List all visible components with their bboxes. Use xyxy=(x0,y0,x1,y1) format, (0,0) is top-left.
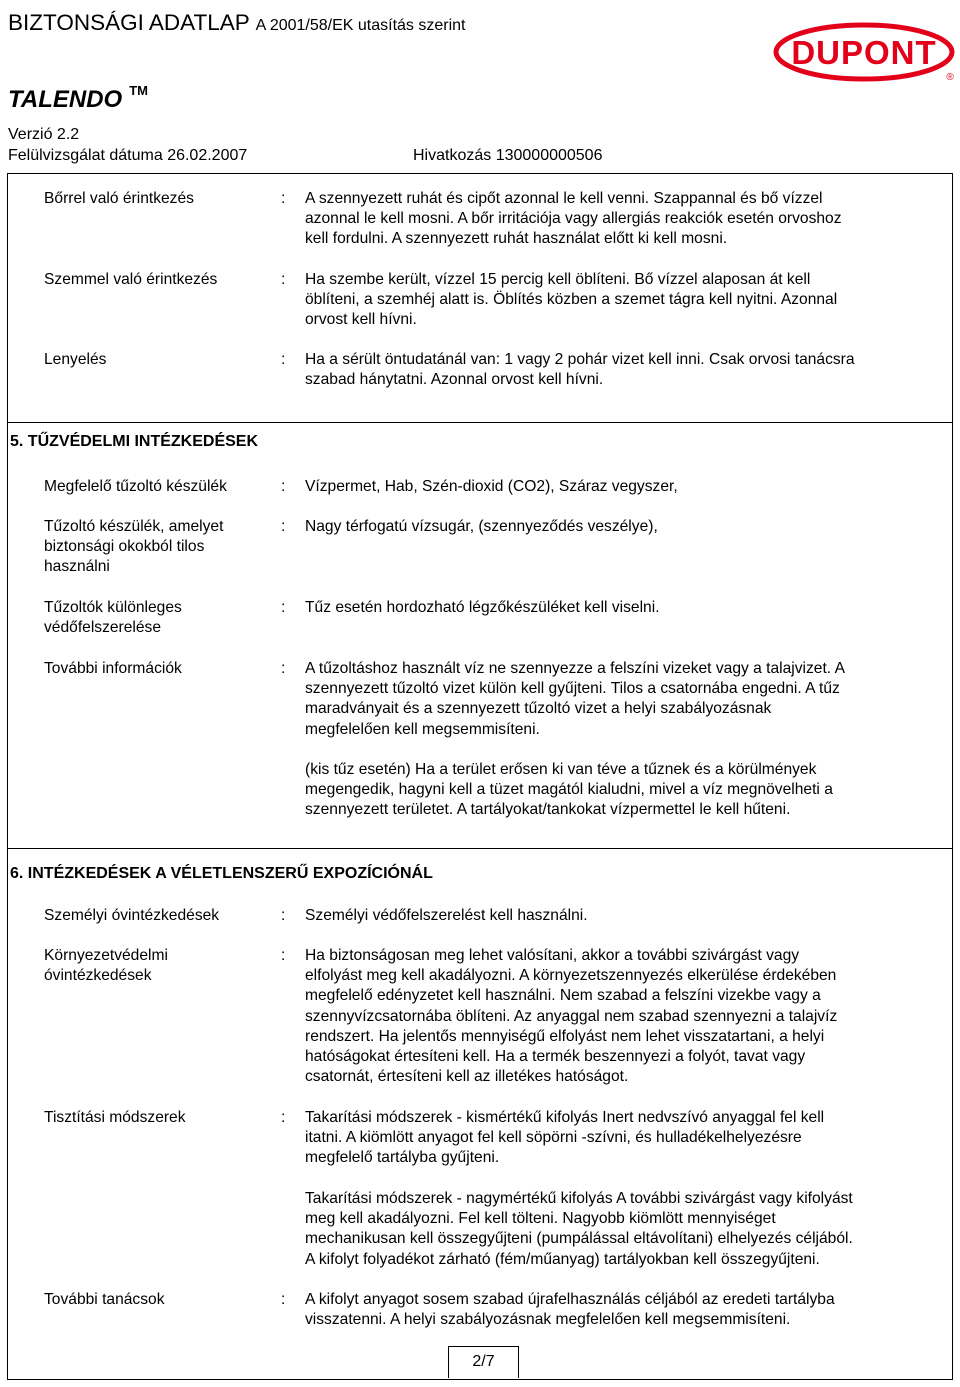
firefighter-ppe-label xyxy=(44,598,269,638)
text-line: (kis tűz esetén) Ha a terület erősen ki van téve a tűznek és a körülmények xyxy=(305,761,817,778)
logo-text: DUPONT xyxy=(791,34,937,71)
regulation-text: A 2001/58/EK utasítás szerint xyxy=(255,17,466,34)
text-line: visszatenni. A helyi szabályozásnak megfelelően kell megsemmisíteni. xyxy=(305,1311,791,1329)
label-line: Tűzoltók különleges xyxy=(44,599,182,616)
text-line: megengedik, hagyni kell a tüzet magától kialudni, mivel a víz megnövelheti a xyxy=(305,781,833,799)
text-line: megfelelő tartályba gyűjteni. xyxy=(305,1149,500,1167)
cleaning-methods-large-text xyxy=(305,1189,930,1270)
additional-advice-label: További tanácsok xyxy=(44,1291,165,1308)
text-line: Ha a sérült öntudatánál van: 1 vagy 2 pohár vizet kell inni. Csak orvosi tanácsra xyxy=(305,351,855,368)
environmental-precautions-text xyxy=(305,946,930,1087)
text-line: öblíteni, a szemhéj alatt is. Öblítés közben a szemet tágra kell nyitni. Azonnal xyxy=(305,291,838,309)
section-5-heading: 5. TŰZVÉDELMI INTÉZKEDÉSEK xyxy=(10,433,259,450)
text-line: csatornát, értesíteni kell az illetékes hatóságot. xyxy=(305,1068,629,1086)
colon: : xyxy=(281,1109,286,1126)
personal-precautions-text: Személyi védőfelszerelést kell használni. xyxy=(305,907,588,924)
colon: : xyxy=(281,478,286,495)
text-line: meg kell akadályozni. Fel kell tölteni. Nagyobb kiömlött mennyiséget xyxy=(305,1210,776,1228)
dupont-logo xyxy=(772,22,957,82)
colon: : xyxy=(281,947,286,964)
firefighter-ppe-text: Tűz esetén hordozható légzőkészüléket kell viselni. xyxy=(305,599,660,616)
section-6-heading: 6. INTÉZKEDÉSEK A VÉLETLENSZERŰ EXPOZÍCIÓNÁL xyxy=(10,865,433,882)
text-line: Ha biztonságosan meg lehet valósítani, akkor a további szivárgást vagy xyxy=(305,947,800,964)
text-line: A kifolyt anyagot sosem szabad újrafelhasználás céljából az eredeti tartályba xyxy=(305,1291,835,1308)
logo-registered-mark: ® xyxy=(946,72,954,82)
text-line: A tűzoltáshoz használt víz ne szennyezze a felszíni vizeket vagy a talajvizet. A xyxy=(305,660,846,677)
eye-contact-label: Szemmel való érintkezés xyxy=(44,271,218,288)
label-line: védőfelszerelése xyxy=(44,619,162,637)
ingestion-text xyxy=(305,350,930,390)
unsuitable-media-label xyxy=(44,517,269,578)
skin-contact-text xyxy=(305,189,930,250)
text-line: szabad hánytatni. Azonnal orvost kell hívni. xyxy=(305,371,604,389)
text-line: megfelelő edényzetet kell használni. Nem szabad a felszíni vizekbe vagy a xyxy=(305,987,821,1005)
text-line: megfelelően kell megsemmisíteni. xyxy=(305,720,540,738)
text-line: Ha szembe került, vízzel 15 percig kell öblíteni. Bő vízzel alaposan át kell xyxy=(305,271,811,288)
cleaning-methods-label: Tisztítási módszerek xyxy=(44,1109,186,1126)
text-line: szennyezett területet. A tartályokat/tankokat vízpermettel le kell hűteni. xyxy=(305,801,791,819)
colon: : xyxy=(281,660,286,677)
further-info-text xyxy=(305,659,930,740)
colon: : xyxy=(281,271,286,288)
skin-contact-label: Bőrrel való érintkezés xyxy=(44,190,194,207)
label-line: használni xyxy=(44,558,110,576)
text-line: elfolyást meg kell akadályozni. A környezetszennyezés elkerülése érdekében xyxy=(305,967,837,985)
doc-title-text: BIZTONSÁGI ADATLAP xyxy=(8,10,250,35)
extinguishing-media-text: Vízpermet, Hab, Szén-dioxid (CO2), Száraz vegyszer, xyxy=(305,478,678,495)
text-line: itatni. A kiömlött anyagot fel kell söpörni -szívni, és hulladékelhelyezésre xyxy=(305,1129,802,1147)
text-line: kell fordulni. A szennyezett ruhát használat előtt ki kell mosni. xyxy=(305,230,728,248)
colon: : xyxy=(281,190,286,207)
label-line: Környezetvédelmi xyxy=(44,947,168,964)
colon: : xyxy=(281,351,286,368)
page-number: 2/7 xyxy=(448,1346,519,1378)
further-info-label: További információk xyxy=(44,660,182,677)
colon: : xyxy=(281,907,286,924)
text-line: szennyezett tűzoltó vizet külön kell gyűjteni. Tilos a csatornába engedni. A tűz xyxy=(305,680,840,698)
colon: : xyxy=(281,518,286,535)
environmental-precautions-label xyxy=(44,946,269,986)
text-line: Takarítási módszerek - kismértékű kifolyás Inert nedvszívó anyaggal fel kell xyxy=(305,1109,825,1126)
text-line: hatóságokat értesíteni kell. Ha a termék beszennyezi a folyót, tavat vagy xyxy=(305,1048,806,1066)
eye-contact-text xyxy=(305,270,930,331)
review-date: Felülvizsgálat dátuma 26.02.2007 xyxy=(8,147,248,164)
colon: : xyxy=(281,1291,286,1308)
text-line: Takarítási módszerek - nagymértékű kifolyás A további szivárgást vagy kifolyást xyxy=(305,1190,853,1207)
text-line: szennyvízcsatornába öblíteni. Az anyaggal nem szabad szennyezni a talajvíz xyxy=(305,1007,838,1025)
text-line: A kifolyt folyadékot zárható (fém/műanyag) tartályokban kell összegyűjteni. xyxy=(305,1250,820,1268)
label-line: biztonsági okokból tilos xyxy=(44,538,205,556)
personal-precautions-label: Személyi óvintézkedések xyxy=(44,907,220,924)
colon: : xyxy=(281,599,286,616)
unsuitable-media-text: Nagy térfogatú vízsugár, (szennyeződés veszélye), xyxy=(305,518,658,535)
text-line: mechanikusan kell összegyűjteni (pumpálással eltávolítani) elhelyezés céljából. xyxy=(305,1230,853,1248)
extinguishing-media-label: Megfelelő tűzoltó készülék xyxy=(44,478,227,495)
cleaning-methods-small-text xyxy=(305,1108,930,1169)
version: Verzió 2.2 xyxy=(8,126,80,143)
text-line: A szennyezett ruhát és cipőt azonnal le kell venni. Szappannal és bő vízzel xyxy=(305,190,823,207)
ingestion-label: Lenyelés xyxy=(44,351,107,368)
document-title xyxy=(8,10,466,36)
text-line: rendszert. Ha jelentős mennyiségű elfolyást nem lehet visszatartani, a helyi xyxy=(305,1027,825,1045)
text-line: azonnal le kell mosni. A bőr irritációja vagy allergiás reakciók esetén orvoshoz xyxy=(305,210,842,228)
label-line: Tűzoltó készülék, amelyet xyxy=(44,518,224,535)
label-line: óvintézkedések xyxy=(44,967,152,985)
product-name-text: TALENDO xyxy=(8,86,123,113)
further-info-text-2 xyxy=(305,760,930,821)
reference-number: Hivatkozás 130000000506 xyxy=(413,147,603,164)
product-name xyxy=(8,83,148,114)
section-divider xyxy=(7,422,953,423)
section-divider xyxy=(7,848,953,849)
text-line: maradványait és a szennyezett tűzoltó vizet a helyi szabályozásnak xyxy=(305,700,772,718)
additional-advice-text xyxy=(305,1290,930,1330)
text-line: orvost kell hívni. xyxy=(305,311,417,329)
trademark-mark: TM xyxy=(129,83,148,98)
